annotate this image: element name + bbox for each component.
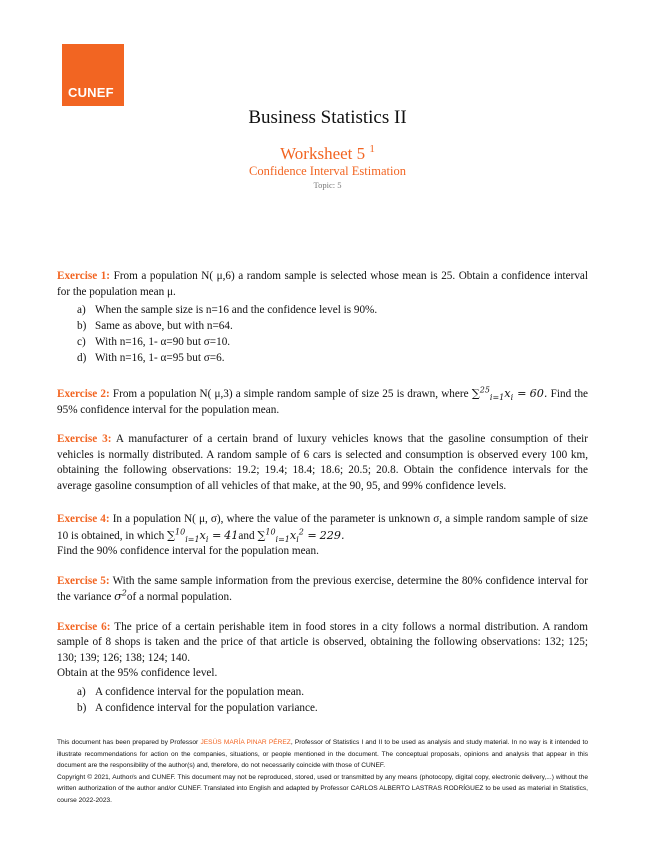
exercise-subitems <box>57 684 588 716</box>
footnote-marker: 1 <box>369 143 375 155</box>
list-item <box>77 700 588 716</box>
footer-copyright: Copyright © 2021, Author/s and CUNEF. This document may not be reproduced, stored, used or transmitted by any means (photocopy, digital copy, electronic delivery,...) without the written authorization of the author and/or CUNEF. Translated into English and adapted by Professor CARLOS ALBERTO LASTRAS RODRÍGUEZ to be used as material in Statistics, course 2022-2023. <box>57 773 588 804</box>
exercise-text: A manufacturer of a certain brand of luxury vehicles knows that the gasoline consumption of their vehicles is normally distributed. A random sample of 6 cars is selected and consumption is observed every 100 km, obtaining the following observations: 19.2; 19.4; 18.4; 18.6; 20.5; 20.8. Obtain the confidence intervals for the average gasoline consumption of all vehicles of that make, at the 90, 95, and 99% confidence levels. <box>57 433 588 492</box>
item-marker: c) <box>77 336 86 348</box>
exercise-text-2: Find the 90% confidence interval for the population mean. <box>57 545 319 557</box>
item-text: A confidence interval for the population variance. <box>95 701 318 714</box>
sum-value: 60. <box>529 387 548 400</box>
list-item <box>77 334 588 350</box>
exercise-text: From a population N( μ,3) a simple random sample of size 25 is drawn, where <box>112 388 469 400</box>
exercise-1 <box>57 269 588 366</box>
list-item <box>77 350 588 366</box>
exercise-label: Exercise 4: <box>57 513 110 525</box>
list-item <box>77 318 588 334</box>
logo-text: CUNEF <box>68 85 114 100</box>
exercise-5 <box>57 574 588 606</box>
list-item <box>77 302 588 318</box>
math-join: and <box>238 529 255 542</box>
topic-label: Topic: 5 <box>313 180 342 190</box>
exercise-label: Exercise 5: <box>57 574 110 587</box>
worksheet-title: Worksheet 5 <box>280 144 366 163</box>
worksheet-subtitle: Confidence Interval Estimation <box>249 164 406 178</box>
item-text: With n=16, 1- α=90 but σ=10. <box>95 336 231 348</box>
exercise-text-2: Find the 95% confidence interval for the population mean. <box>57 388 589 416</box>
item-marker: a) <box>77 685 86 698</box>
item-marker: d) <box>77 352 87 364</box>
exercise-label: Exercise 3: <box>57 433 112 445</box>
item-text: A confidence interval for the population mean. <box>95 685 305 698</box>
exercise-subitems <box>57 302 588 366</box>
exercise-4 <box>57 512 588 560</box>
exercise-label: Exercise 2: <box>57 388 110 400</box>
sum-formula: $\sum^{25}_{i=1}x_i$ = <box>471 385 527 403</box>
exercise-text-2: of a normal population. <box>126 591 232 603</box>
exercise-label: Exercise 6: <box>57 620 111 633</box>
item-marker: b) <box>77 320 87 332</box>
exercise-text: With the same sample information from the previous exercise, determine the 80% confidence interval for the variance <box>57 574 588 603</box>
exercise-text-2: Obtain at the 95% confidence level. <box>57 667 218 679</box>
exercise-text: The price of a certain perishable item in food stores in a city follows a normal distribution. A random sample of 8 shops is taken and the price of that article is observed, obtaining the following observations: 132; 125; 130; 139; 126; 138; 124; 140. <box>57 620 588 664</box>
sum-squares-value: 229. <box>319 528 345 542</box>
exercise-6 <box>57 620 588 716</box>
page-title: Business Statistics II <box>248 107 407 128</box>
item-text: With n=16, 1- α=95 but σ=6. <box>95 352 225 364</box>
item-marker: b) <box>77 701 87 714</box>
document-footer <box>57 737 588 806</box>
sum-value: 41 <box>224 528 239 542</box>
item-text: Same as above, but with n=64. <box>95 320 233 332</box>
cunef-logo <box>62 44 124 106</box>
item-text: When the sample size is n=16 and the confidence level is 90%. <box>95 304 378 316</box>
exercise-3 <box>57 432 588 494</box>
exercise-text: From a population N( μ,6) a random sample is selected whose mean is 25. Obtain a confidence interval for the population mean μ. <box>57 270 589 298</box>
footer-text: This document has been prepared by Professor <box>57 739 199 746</box>
item-marker: a) <box>77 304 86 316</box>
footer-author: JESÚS MARÍA PINAR PÉREZ <box>200 739 291 746</box>
list-item <box>77 684 588 700</box>
exercise-2 <box>57 386 588 418</box>
sum-formula: $\sum^{10}_{i=1}x_i$ = <box>167 526 222 544</box>
exercise-list <box>57 269 588 730</box>
footer-text-2: , Professor of Statistics I and II to be used as analysis and study material. In no way is it intended to illustrate recommendations for action on the companies, situations, or people mentioned in the document. The conceptual proposals, opinions and analysis that appear in this document are the responsibility of the author(s) and, therefore, do not necessarily coincide with those of CUNEF. <box>57 739 589 769</box>
exercise-text: In a population N( μ, σ), where the value of the parameter is unknown σ, a simple random sample of size 10 is obtained, in which <box>57 513 588 542</box>
exercise-label: Exercise 1: <box>57 270 111 282</box>
variance-symbol: $\sigma^2$ <box>114 588 127 603</box>
worksheet-heading <box>0 144 655 164</box>
sum-squares-formula: $\sum^{10}_{i=1}x_i^2$ = <box>257 526 317 544</box>
